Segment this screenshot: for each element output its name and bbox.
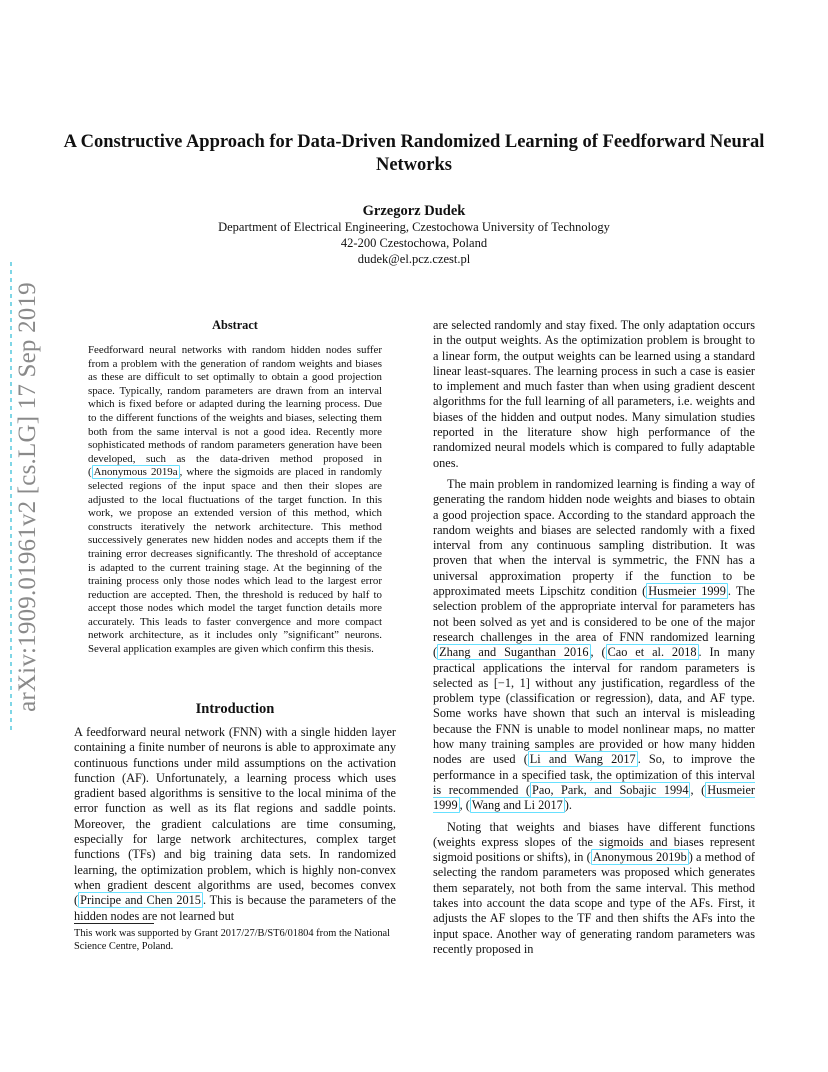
- paper-title: A Constructive Approach for Data-Driven Randomized Learning of Feedforward Neural Networks: [63, 132, 765, 175]
- right-column: [433, 318, 755, 963]
- abstract-body: Feedforward neural networks with random hidden nodes suffer from a problem with the generation of random weights and biases as these are difficult to set optimally to obtain a good projection space. Typically, random parameters are drawn from an interval which is fixed before or adapted during the learning process. Due to the different functions of the weights and biases, selecting them both from the same interval is not a good idea. Recently more sophisticated methods of random parameters generation have been developed, such as the data-driven method proposed in ( Anonymous 2019a , where the sigmoids are placed in randomly selected regions of the input space and then their slopes are adjusted to the local fluctuations of the target function. In this work, we propose an extended version of this method, which constructs iteratively the network architecture. This method successively generates new hidden nodes and accepts them if the training error decreases significantly. The threshold of acceptance is adapted to the current training stage. At the beginning of the training process only those nodes which lead to the largest error reduction are accepted. Then, the threshold is reduced by half to accept those nodes which model the target function details more accurately. This leads to faster convergence and more compact network architecture, as it includes only ”significant” neurons. Several application examples are given which confirm this thesis.: [88, 344, 382, 656]
- abstract-text-1: Feedforward neural networks with random hidden nodes suffer from a problem with the generation of random weights and biases as these are difficult to set optimally to obtain a good projection space. Typically, random parameters are drawn from an interval which is fixed before or adapted during the learning process. Due to the different functions of the weights and biases, selecting them both from the same interval is not a good idea. Recently more sophisticated methods of random parameters generation have been developed, such as the data-driven method proposed in: [88, 344, 382, 465]
- citation-link[interactable]: Principe and Chen 2015: [80, 893, 201, 908]
- intro-text-2: . This is because the parameters of the hidden nodes are not learned but: [74, 893, 397, 923]
- citation-link[interactable]: Husmeier 1999: [433, 782, 755, 813]
- citation-link[interactable]: Cao et al. 2018: [607, 645, 697, 660]
- citation-link[interactable]: Anonymous 2019a: [93, 466, 178, 479]
- introduction-body: A feedforward neural network (FNN) with a single hidden layer containing a finite number of neurons is able to approximate any continuous functions under mild assumptions on the activation function (AF). Unfortunately, a learning process which uses gradient based algorithms is sensitive to the local minima of the error function as well as its flat regions and saddle points. Moreover, the gradient calculations are time consuming, especially for large network architectures, complex target functions (TFs) and big training data sets. In randomized learning, the optimization problem, which is highly non-convex when gradient descent algorithms are used, becomes convex ( Principe and Chen 2015 . This is because the parameters of the hidden nodes are not learned but: [74, 725, 397, 923]
- paragraph-text: Noting that weights and biases have different functions (weights express slopes of the sigmoids and biases represent sigmoid positions or shifts), in: [433, 819, 755, 865]
- paragraph-text: The main problem in randomized learning is finding a way of generating the random hidden node weights and biases to obtain a good projection space. According to the standard approach the random weights and biases are selected randomly with a fixed interval from any continuous sampling distribution. It was proven that when the interval is symmetric, the FNN has a universal approximation property if the function to be approximated meets Lipschitz condition: [433, 476, 755, 599]
- paragraph-text: . In many practical applications the interval for random parameters is selected as: [433, 645, 755, 690]
- citation-link[interactable]: Anonymous 2019b: [592, 850, 687, 865]
- paragraph-text: a method of selecting the random parameters was proposed which generates them separately, not both from the same interval. This method takes into account the data scope and type of the AFs. First, it adjusts the AF slopes to the TF and then shifts the AFs into the input space. Another way of generating random parameters was recently proposed in: [433, 850, 755, 956]
- paragraph-text: . The selection problem of the appropriate interval for parameters has not been solved as yet and is considered to be one of the major research challenges in the area of FNN randomized learning: [433, 584, 755, 644]
- paragraph: are selected randomly and stay fixed. The only adaptation occurs in the output weights. As the optimization problem is brought to a linear form, the output weights can be learned using a standard linear least-squares. The learning process in such a case is easier to implement and much faster than when using gradient descent algorithms for the full learning of all parameters, i.e. weights and biases of the hidden and output nodes. Many simulation studies reported in the literature show high performance of the randomized neural models which is compared to fully adaptable ones.: [433, 318, 755, 470]
- math-interval: [−1, 1]: [493, 675, 530, 690]
- footnote: This work was supported by Grant 2017/27/B/ST6/01804 from the National Science Centre, Poland.: [74, 928, 391, 953]
- paragraph-text: ).: [564, 798, 572, 813]
- citation-link[interactable]: Wang and Li 2017: [471, 798, 563, 813]
- paragraph: The main problem in randomized learning is finding a way of generating the random hidden node weights and biases to obtain a good projection space. According to the standard approach the random weights and biases are selected randomly with a fixed interval from any continuous sampling distribution. It was proven that when the interval is symmetric, the FNN has a universal approximation property if the function to be approximated meets Lipschitz condition ( Husmeier 1999 . The selection problem of the appropriate interval for parameters has not been solved as yet and is considered to be one of the major research challenges in the area of FNN randomized learning ( Zhang and Suganthan 2016 , ( Cao et al. 2018 . In many practical applications the interval for random parameters is selected as [−1, 1] without any justification, regardless of the problem type (classification or regression), data, and AF type. Some works have shown that such an interval is misleading because the FNN is unable to model nonlinear maps, no matter how many training samples are provided or how many hidden nodes are used ( Li and Wang 2017 . So, to improve the performance in a specified task, the optimization of this interval is recommended ( Pao, Park, and Sobajic 1994 , ( Husmeier 1999 , ( Wang and Li 2017 ).: [433, 476, 755, 813]
- abstract-text-2: , where the sigmoids are placed in randomly selected regions of the input space and then their slopes are adjusted to the local fluctuations of the target function. In this work, we propose an extended version of this method, which constructs iteratively the network architecture. This method successively generates new hidden nodes and accepts them if the training error decreases significantly. The threshold of acceptance is adapted to the current training stage. At the beginning of the training process only those nodes which lead to the largest error reduction are accepted. Then, the threshold is reduced by half to accept those nodes which model the target function details more accurately. This leads to faster convergence and more compact network architecture, as it includes only ”significant” neurons. Several application examples are given which confirm this thesis.: [88, 466, 382, 656]
- arxiv-stamp: [10, 262, 46, 732]
- paragraph: Noting that weights and biases have different functions (weights express slopes of the sigmoids and biases represent sigmoid positions or shifts), in ( Anonymous 2019b ) a method of selecting the random parameters was proposed which generates them separately, not both from the same interval. This method takes into account the data scope and type of the AFs. First, it adjusts the AF slopes to the TF and then shifts the AFs into the input space. Another way of generating random parameters was recently proposed in: [433, 819, 755, 956]
- intro-text-1: A feedforward neural network (FNN) with a single hidden layer containing a finite number of neurons is able to approximate any continuous functions under mild assumptions on the activation function (AF). Unfortunately, a learning process which uses gradient based algorithms is sensitive to the local minima of the error function as well as its flat regions and saddle points. Moreover, the gradient calculations are time consuming, especially for large network architectures, complex target functions (TFs) and big training data sets. In randomized learning, the optimization problem, which is highly non-convex when gradient descent algorithms are used, becomes convex: [74, 725, 396, 892]
- affiliation-dept: Department of Electrical Engineering, Czestochowa University of Technology: [218, 220, 610, 234]
- abstract-heading: Abstract: [212, 318, 258, 332]
- affiliation-address: 42-200 Czestochowa, Poland: [340, 236, 488, 250]
- footnote-rule: [74, 923, 154, 924]
- arxiv-stamp-text: arXiv:1909.01961v2 [cs.LG] 17 Sep 2019: [14, 282, 41, 712]
- citation-link[interactable]: Husmeier 1999: [648, 584, 726, 599]
- affiliation-email: dudek@el.pcz.czest.pl: [357, 252, 471, 266]
- affiliation: [60, 219, 768, 267]
- citation-link[interactable]: Pao, Park, and Sobajic 1994: [532, 782, 689, 797]
- paragraph-text: ,: [459, 798, 466, 813]
- paragraph-text: . So, to improve the performance in a specified task, the optimization of this interval is recommended: [433, 752, 755, 797]
- paragraph-text: ,: [690, 782, 702, 797]
- paragraph-text: without any justification, regardless of the problem type (classification or regression), data, and AF type. Some works have shown that such an interval is misleading because the FNN is unable to model nonlinear maps, no matter how many training samples are provided or how many hidden nodes are used: [433, 675, 755, 767]
- citation-link[interactable]: Zhang and Suganthan 2016: [439, 645, 589, 660]
- introduction-heading: Introduction: [195, 701, 275, 717]
- author-name: Grzegorz Dudek: [362, 203, 466, 219]
- paragraph-text: ,: [590, 645, 602, 660]
- citation-link[interactable]: Li and Wang 2017: [529, 752, 636, 767]
